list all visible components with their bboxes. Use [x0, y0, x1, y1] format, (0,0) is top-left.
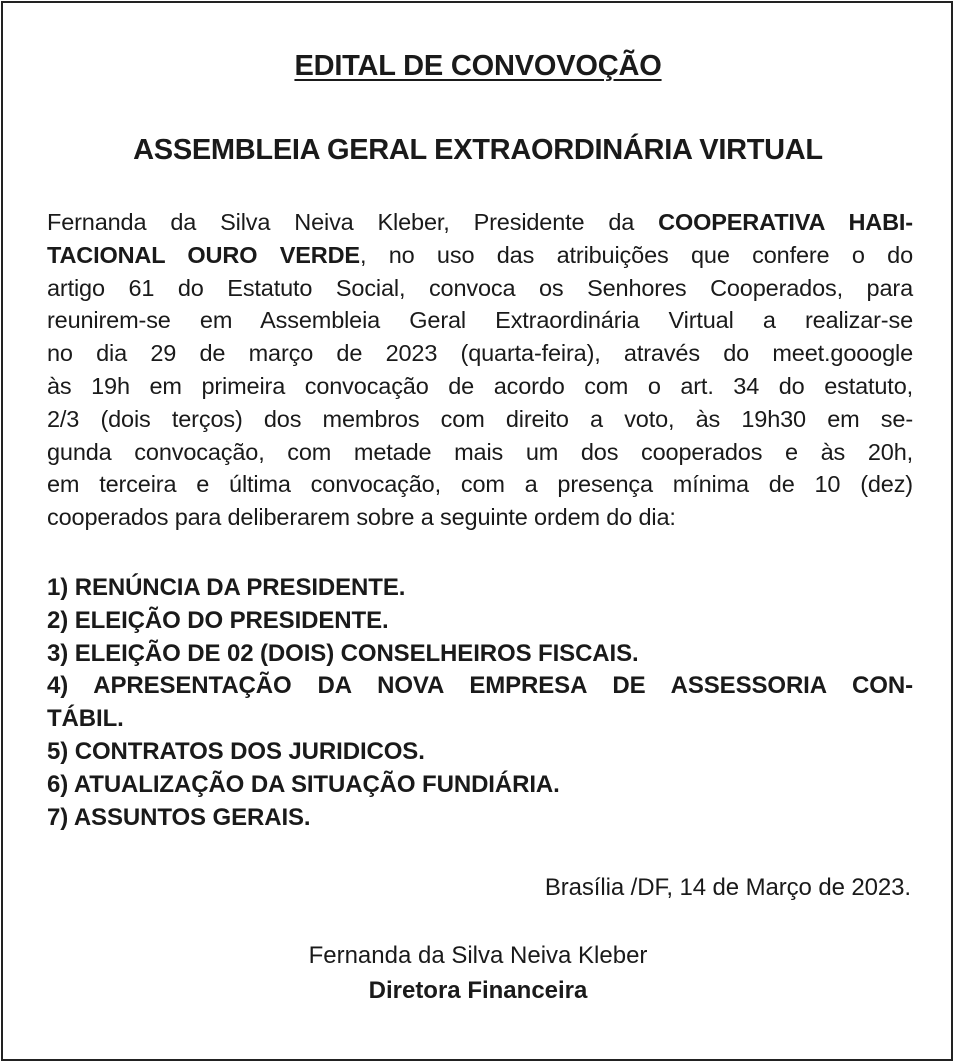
agenda-item: 1) RENÚNCIA DA PRESIDENTE.: [47, 574, 406, 601]
paragraph-line: gunda convocação, com metade mais um dos cooperados e às 20h,: [47, 438, 913, 465]
signer-role: Diretora Financeira: [368, 977, 588, 1004]
document-title: EDITAL DE CONVOVOÇÃO: [294, 50, 662, 82]
signer-name: Fernanda da Silva Neiva Kleber: [308, 942, 648, 969]
agenda-item-continuation: TÁBIL.: [47, 705, 124, 733]
paragraph-line: 2/3 (dois terços) dos membros com direito a voto, às 19h30 em se-: [47, 405, 913, 432]
paragraph-line: [47, 206, 913, 239]
paragraph-line: às 19h em primeira convocação de acordo com o art. 34 do estatuto,: [47, 372, 913, 399]
line-text: Fernanda da Silva Neiva Kleber, Presidente da: [47, 209, 659, 235]
cooperative-name-part: COOPERATIVA HABI-: [658, 209, 913, 235]
line-text: , no uso das atribuições que confere o do: [359, 241, 913, 268]
agenda-item: 6) ATUALIZAÇÃO DA SITUAÇÃO FUNDIÁRIA.: [47, 770, 560, 798]
convocation-paragraph: [47, 206, 913, 534]
agenda-item: 7) ASSUNTOS GERAIS.: [47, 803, 311, 831]
document-subtitle: ASSEMBLEIA GERAL EXTRAORDINÁRIA VIRTUAL: [133, 134, 823, 166]
paragraph-line: em terceira e última convocação, com a presença mínima de 10 (dez): [47, 471, 913, 498]
agenda-list: [47, 572, 913, 834]
agenda-item: 2) ELEIÇÃO DO PRESIDENTE.: [47, 606, 389, 634]
paragraph-line: no dia 29 de março de 2023 (quarta-feira), através do meet.gooogle: [47, 340, 913, 367]
place-and-date: Brasília /DF, 14 de Março de 2023.: [544, 874, 911, 901]
paragraph-line: artigo 61 do Estatuto Social, convoca os Senhores Cooperados, para: [47, 274, 913, 301]
paragraph-line: reunirem-se em Assembleia Geral Extraordinária Virtual a realizar-se: [47, 307, 913, 334]
agenda-item: 3) ELEIÇÃO DE 02 (DOIS) CONSELHEIROS FISCAIS.: [47, 639, 639, 667]
cooperative-name-part: TACIONAL OURO VERDE: [47, 241, 360, 268]
paragraph-line: [47, 239, 913, 272]
agenda-item: 5) CONTRATOS DOS JURIDICOS.: [47, 737, 425, 765]
agenda-item: 4) APRESENTAÇÃO DA NOVA EMPRESA DE ASSESSORIA CON-: [47, 672, 913, 700]
paragraph-line: cooperados para deliberarem sobre a seguinte ordem do dia:: [47, 504, 676, 531]
